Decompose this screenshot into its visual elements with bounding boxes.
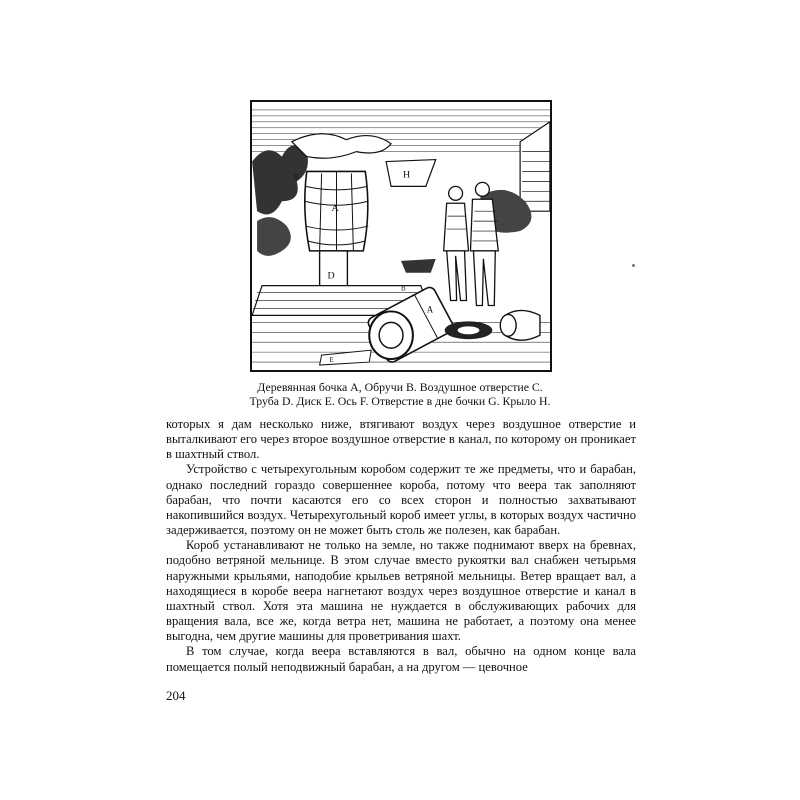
- figure-label-h: H: [402, 169, 411, 181]
- figure-caption: [196, 380, 604, 408]
- figure-label-a2: A: [426, 304, 434, 315]
- body-text: [166, 417, 636, 675]
- paragraph-2: Устройство с четырехугольным коробом содержит те же предметы, что и барабан, однако последний гораздо совершеннее короба, потому что веера так заполняют барабан, что почти касаются его со всех сторон и полностью захватывают накопившийся воздух. Четырехугольный короб имеет углы, в которых воздух частично задерживается, поэтому он не может быть столь же полезен, как барабан.: [166, 462, 636, 538]
- figure-label-b: B: [293, 173, 299, 182]
- caption-line-2: Труба D. Диск E. Ось F. Отверстие в дне бочки G. Крыло H.: [249, 394, 551, 408]
- figure-label-a: A: [331, 203, 339, 215]
- woodcut-illustration: [250, 100, 552, 372]
- page-number: 204: [166, 688, 186, 703]
- figure-label-e: E: [329, 356, 334, 365]
- paragraph-3: Короб устанавливают не только на земле, но также поднимают вверх на бревнах, подобно ветряной мельнице. В этом случае вместо рукоятки вал снабжен четырьмя наружными крыльями, наподобие крыльев ветряной мельницы. Ветер вращает вал, а находящиеся в коробе веера нагнетают воздух через воздушное отверстие и канал в шахтный ствол. Хотя эта машина не нуждается в обслуживающих рабочих для вращения вала, все же, когда ветра нет, машина не работает, а поэтому она менее выгодна, чем другие машины для проветривания шахт.: [166, 538, 636, 644]
- paragraph-1: которых я дам несколько ниже, втягивают воздух через воздушное отверстие и выталкивают его через второе воздушное отверстие в канал, по которому он проникает в шахтный ствол.: [166, 417, 636, 462]
- caption-line-1: Деревянная бочка A, Обручи B. Воздушное отверстие C.: [257, 380, 543, 394]
- figure-label-d: D: [327, 270, 335, 282]
- woodcut-drawing: [252, 102, 550, 370]
- scan-speck: [632, 264, 635, 267]
- figure-label-b2: B: [401, 284, 406, 293]
- paragraph-4: В том случае, когда веера вставляются в вал, обычно на одном конце вала помещается полый неподвижный барабан, а на другом — цевочное: [166, 644, 636, 674]
